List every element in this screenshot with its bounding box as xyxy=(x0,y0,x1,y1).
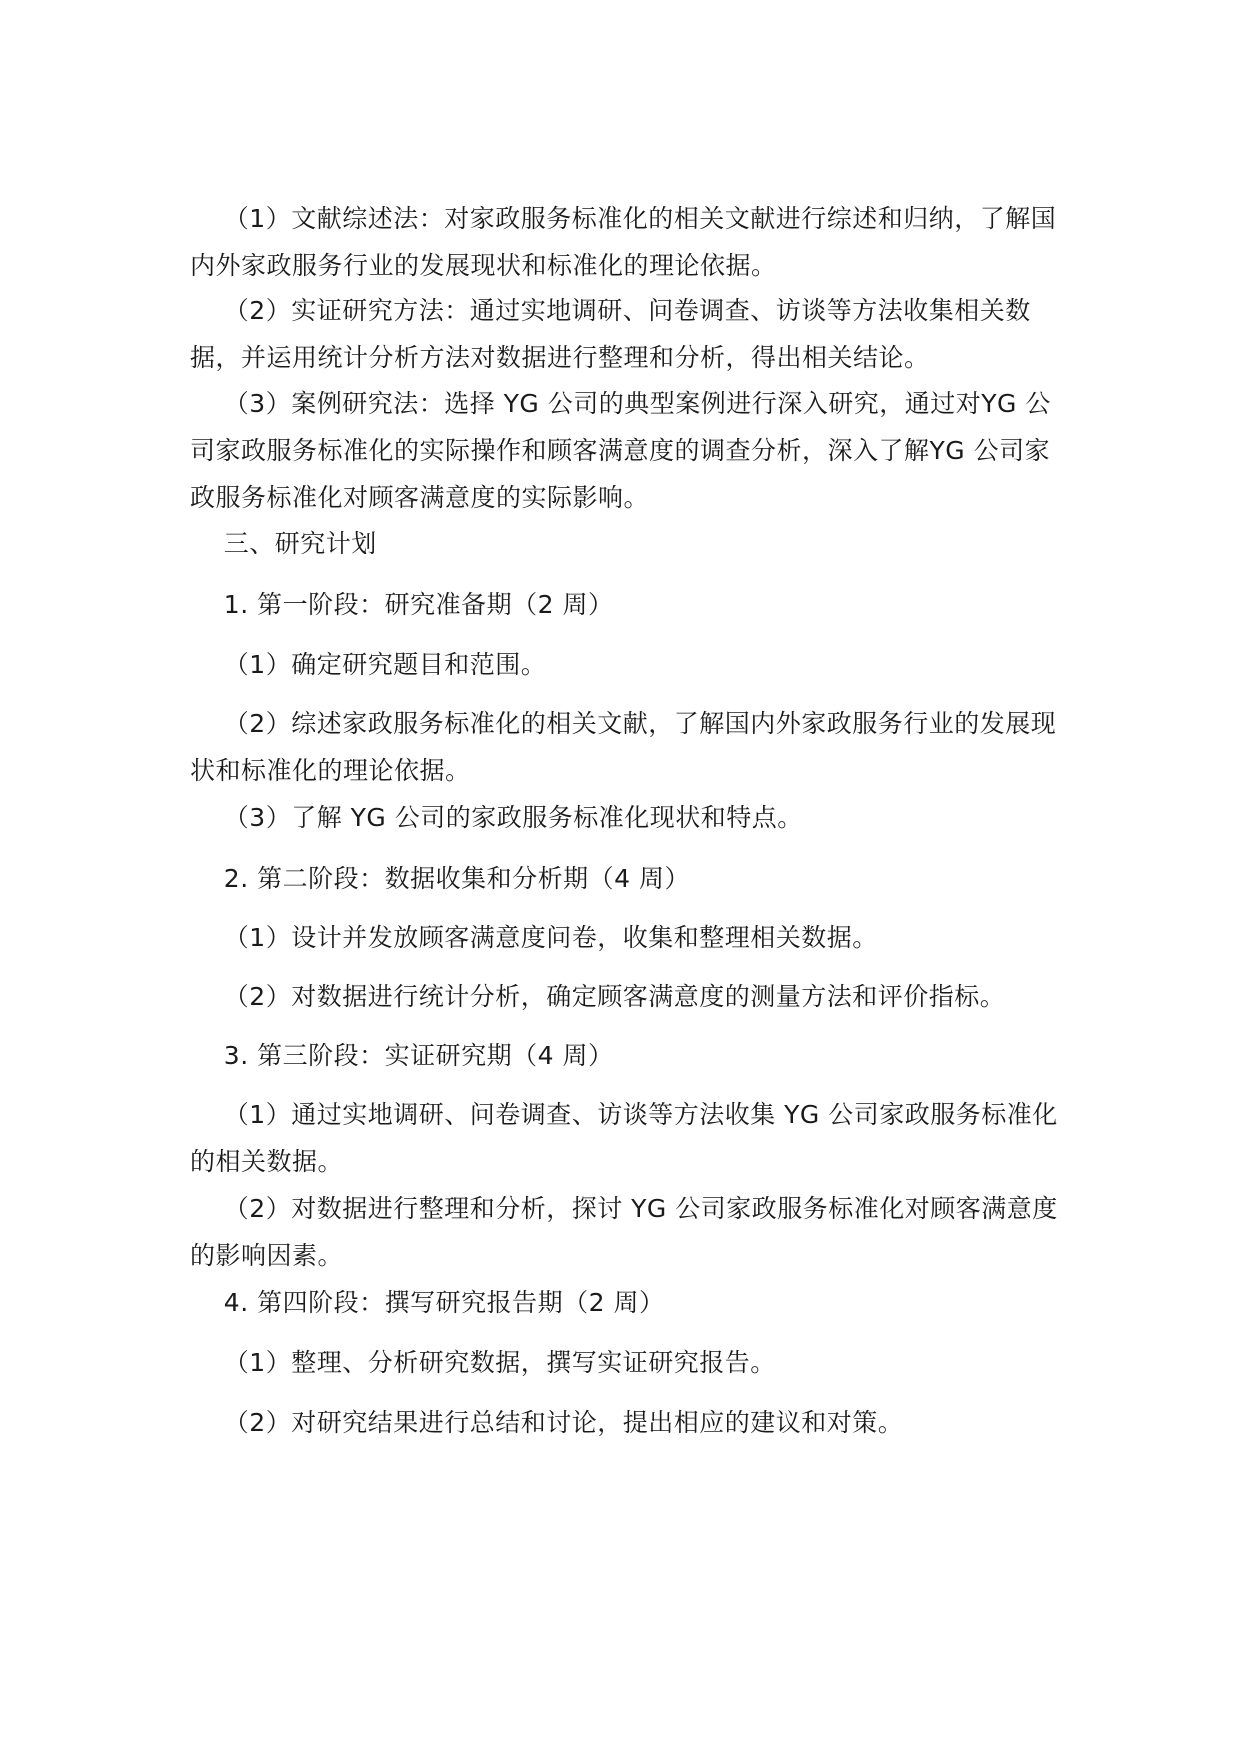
text-line: 4. 第四阶段：撰写研究报告期（2 周） xyxy=(223,1288,665,1317)
text-line: 标准化的相关数据。 xyxy=(190,1100,1058,1176)
text-line: （2）对数据进行整理和分析，探讨 YG 公司家政服务标准化对顾客 xyxy=(223,1194,982,1223)
text-line: （1）设计并发放顾客满意度问卷，收集和整理相关数据。 xyxy=(223,923,878,952)
text-line: 关数据，并运用统计分析方法对数据进行整理和分析，得出相关结论。 xyxy=(190,296,1031,372)
text-line: （2）综述家政服务标准化的相关文献，了解国内外家政服务行业的 xyxy=(223,709,980,738)
text-line: 1. 第一阶段：研究准备期（2 周） xyxy=(223,590,614,619)
text-line: 2. 第二阶段：数据收集和分析期（4 周） xyxy=(223,864,690,893)
text-line: （2）对数据进行统计分析，确定顾客满意度的测量方法和评价指标。 xyxy=(223,982,1006,1011)
text-line: （2）对研究结果进行总结和讨论，提出相应的建议和对策。 xyxy=(223,1408,904,1437)
text-line: （1）文献综述法：对家政服务标准化的相关文献进行综述和归纳， xyxy=(223,204,980,233)
text-line: （2）实证研究方法：通过实地调研、问卷调查、访谈等方法收集相 xyxy=(223,296,980,325)
text-line: （3）案例研究法：选择 YG 公司的典型案例进行深入研究，通过对 xyxy=(223,389,982,418)
text-line: 满意度的影响因素。 xyxy=(190,1194,1058,1270)
paragraph-stage-four-item-2 xyxy=(190,1352,1070,1493)
text-line: 三、研究计划 xyxy=(223,529,377,558)
text-line: （1）整理、分析研究数据，撰写实证研究报告。 xyxy=(223,1348,776,1377)
text-line: YG 公司家政服务标准化对顾客满意度的实际影响。 xyxy=(190,436,1051,512)
text-line: （1）通过实地调研、问卷调查、访谈等方法收集 YG 公司家政服务 xyxy=(223,1100,982,1129)
text-line: （3）了解 YG 公司的家政服务标准化现状和特点。 xyxy=(223,803,803,832)
text-line: 了解国内外家政服务行业的发展现状和标准化的理论依据。 xyxy=(190,204,1057,280)
text-line: YG 公司家政服务标准化的实际操作和顾客满意度的调查分析，深入了解 xyxy=(190,389,1051,465)
text-line: 发展现状和标准化的理论依据。 xyxy=(190,709,1057,785)
text-line: 3. 第三阶段：实证研究期（4 周） xyxy=(223,1041,614,1070)
text-line: （1）确定研究题目和范围。 xyxy=(223,650,547,679)
